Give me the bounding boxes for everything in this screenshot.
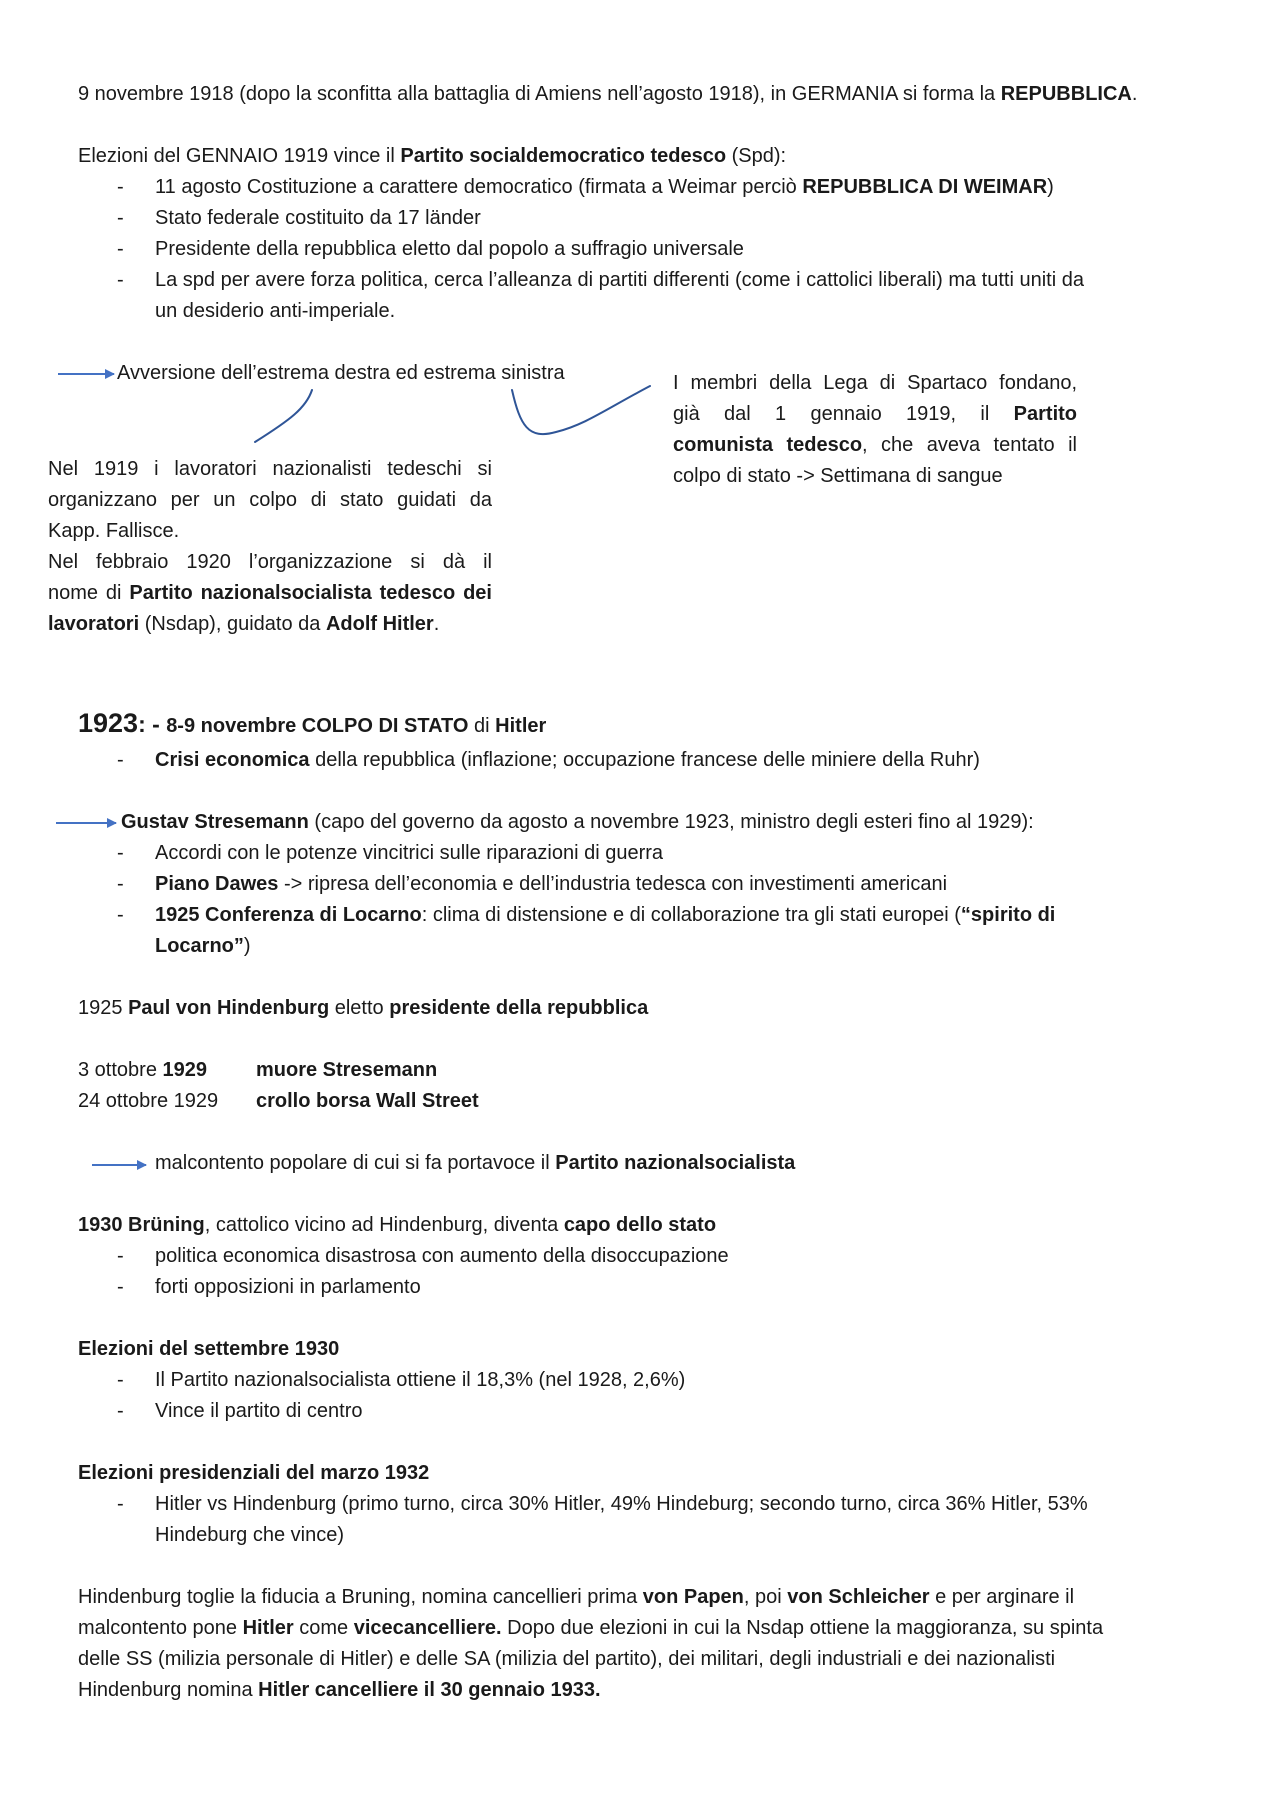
discontent-line: malcontento popolare di cui si fa portavoce il Partito nazionalsocialista — [155, 1152, 796, 1174]
intro-line: 9 novembre 1918 (dopo la sconfitta alla battaglia di Amiens nell’agosto 1918), in GERMANIA si forma la REPUBBLICA. — [78, 83, 1138, 105]
date-row-event: muore Stresemann — [256, 1059, 438, 1081]
aversion-line: Avversione dell’estrema destra ed estrema sinistra — [117, 362, 565, 384]
date-row: 3 ottobre 1929 — [78, 1059, 208, 1081]
hindenburg-1925-line: 1925 Paul von Hindenburg eletto presidente della repubblica — [78, 997, 649, 1019]
date-row: 24 ottobre 1929 — [78, 1090, 219, 1112]
heading-1923: 1923: - 8-9 novembre COLPO DI STATO di Hitler — [78, 708, 547, 738]
right-note-box: I membri della Lega di Spartaco fondano, già dal 1 gennaio 1919, il Partito comunista tedesco, che aveva tentato il colpo di stato -> Settimana di sangue — [673, 372, 1077, 487]
bruning-lead: 1930 Brüning, cattolico vicino ad Hindenburg, diventa capo dello stato — [78, 1214, 717, 1236]
left-note-box: Nel 1919 i lavoratori nazionalisti tedeschi si organizzano per un colpo di stato guidati da Kapp. Fallisce. Nel febbraio 1920 l’organizzazione si dà il nome di Partito nazionalsocialista tedesco dei lavoratori (Nsdap), guidato da Adolf Hitler. — [48, 458, 492, 635]
section-title: Elezioni presidenziali del marzo 1932 — [78, 1462, 430, 1484]
elections-1919-lead: Elezioni del GENNAIO 1919 vince il Partito socialdemocratico tedesco (Spd): — [78, 145, 787, 167]
closing-paragraph: Hindenburg toglie la fiducia a Bruning, nomina cancellieri prima von Papen, poi von Schleicher e per arginare il malcontento pone Hitler come vicecancelliere. Dopo due elezioni in cui la Nsdap ottiene la maggioranza, su spinta delle SS (milizia personale di Hitler) e delle SA (milizia del partito), dei militari, degli industriali e dei nazionalisti Hindenburg nomina Hitler cancelliere il 30 gennaio 1933. — [78, 1586, 1104, 1701]
connector-line — [255, 390, 312, 442]
date-row-event: crollo borsa Wall Street — [256, 1090, 479, 1112]
section-title: Elezioni del settembre 1930 — [78, 1338, 340, 1360]
connector-line — [512, 386, 650, 434]
stresemann-lead: Gustav Stresemann (capo del governo da agosto a novembre 1923, ministro degli esteri fino al 1929): — [121, 811, 1034, 833]
